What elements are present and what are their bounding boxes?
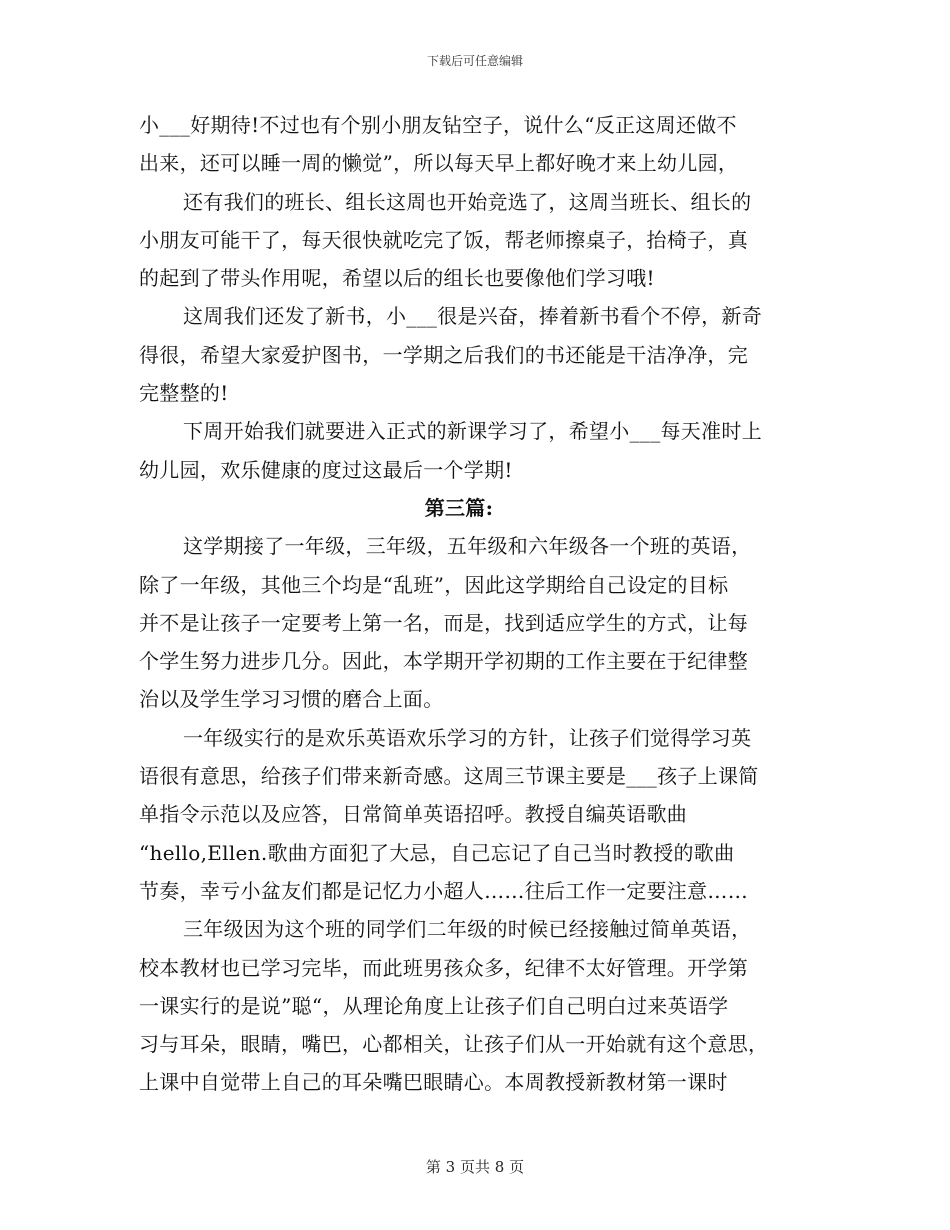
body-line: 小朋友可能干了，每天很快就吃完了饭，帮老师擦桌子，抬椅子，真: [139, 227, 748, 252]
body-line: 个学生努力进步几分。因此，本学期开学初期的工作主要在于纪律整: [139, 649, 748, 674]
body-line: 下周开始我们就要进入正式的新课学习了，希望小___每天准时上: [183, 419, 762, 444]
body-line: 完整整的!: [139, 381, 229, 406]
page-header: 下载后可任意编辑: [426, 54, 523, 68]
body-line: 幼儿园，欢乐健康的度过这最后一个学期!: [139, 457, 513, 482]
body-line: 单指令示范以及应答，日常简单英语招呼。教授自编英语歌曲: [139, 802, 688, 827]
body-line: 还有我们的班长、组长这周也开始竞选了，这周当班长、组长的: [183, 189, 752, 214]
page-footer: 第 3 页共 8 页: [425, 1158, 525, 1176]
body-line: 小___好期待!不过也有个别小朋友钻空子，说什么“反正这周还做不: [139, 113, 737, 137]
body-line: 这学期接了一年级，三年级，五年级和六年级各一个班的英语，: [183, 534, 752, 559]
body-line: 出来，还可以睡一周的懒觉”，所以每天早上都好晚才来上幼儿园，: [139, 151, 739, 176]
body-line: 并不是让孩子一定要考上第一名，而是，找到适应学生的方式，让每: [139, 610, 748, 635]
body-line: 语很有意思，给孩子们带来新奇感。这周三节课主要是___孩子上课简: [139, 764, 759, 789]
body-line: 得很，希望大家爱护图书，一学期之后我们的书还能是干洁净净，完: [139, 342, 748, 367]
document-body: [139, 106, 819, 1102]
body-line: 这周我们还发了新书，小___很是兴奋，捧着新书看个不停，新奇: [183, 304, 762, 329]
body-line: 上课中自觉带上自己的耳朵嘴巴眼睛心。本周教授新教材第一课时: [139, 1070, 728, 1095]
body-line: 一课实行的是说”聪“，从理论角度上让孩子们自己明白过来英语学: [139, 993, 729, 1018]
body-line: 一年级实行的是欢乐英语欢乐学习的方针，让孩子们觉得学习英: [183, 725, 752, 750]
body-line: 节奏，幸亏小盆友们都是记忆力小超人……往后工作一定要注意……: [139, 878, 748, 903]
body-line: 习与耳朵，眼睛，嘴巴，心都相关，让孩子们从一开始就有这个意思，: [139, 1032, 769, 1057]
body-line: 除了一年级，其他三个均是“乱班”，因此这学期给自己设定的目标: [139, 572, 729, 597]
body-line: 校本教材也已学习完毕，而此班男孩众多，纪律不太好管理。开学第: [139, 955, 748, 980]
body-line: 三年级因为这个班的同学们二年级的时候已经接触过简单英语，: [183, 917, 752, 942]
body-line: “hello,Ellen.歌曲方面犯了大忌，自己忘记了自己当时教授的歌曲: [139, 840, 735, 865]
body-line: 治以及学生学习习惯的磨合上面。: [139, 687, 444, 712]
body-line: 的起到了带头作用呢，希望以后的组长也要像他们学习哦!: [139, 266, 655, 291]
section-heading: 第三篇:: [424, 495, 494, 520]
